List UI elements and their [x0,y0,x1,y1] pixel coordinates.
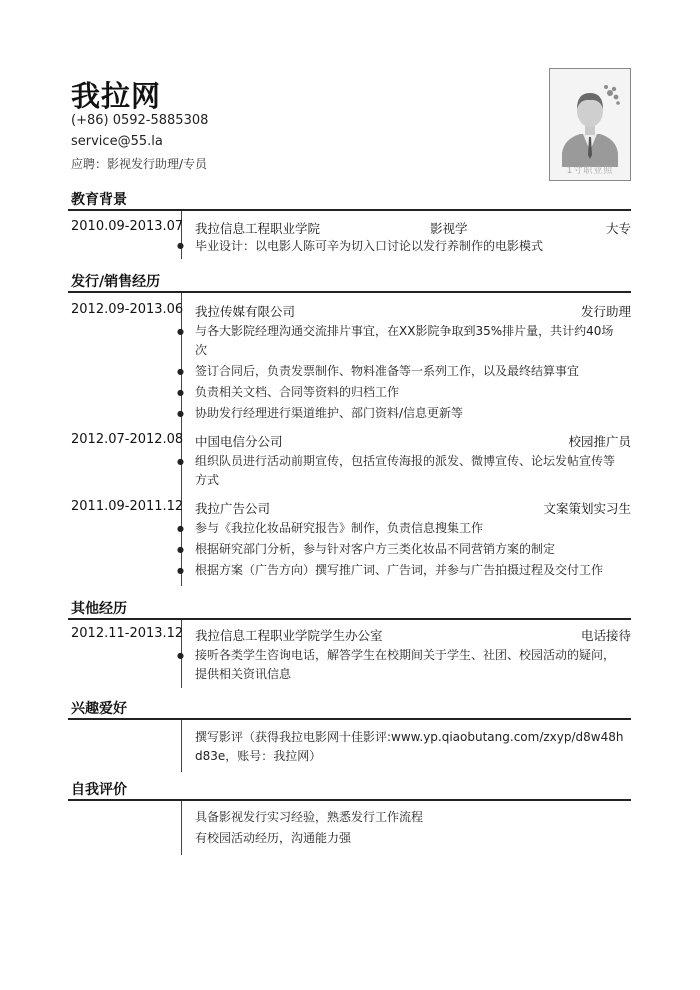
profile-photo [549,68,631,181]
section-divider [68,291,631,293]
phone-number: (+86) 0592-5885308 [71,113,209,128]
bullet-dot-icon: ● [177,457,184,466]
section-title-other: 其他经历 [71,601,127,617]
bullet-dot-icon: ● [177,545,184,554]
bullet-dot-icon: ● [177,327,184,336]
job-item: 组织队员进行活动前期宣传，包括宣传海报的派发、微博宣传、论坛发帖宣传等方式 [195,454,616,487]
job-item: 参与《我拉化妆品研究报告》制作，负责信息搜集工作 [195,521,484,535]
job-item: 根据方案（广告方向）撰写推广词、广告词，并参与广告拍摄过程及交付工作 [195,563,604,577]
job-item: 接听各类学生咨询电话，解答学生在校期间关于学生、社团、校园活动的疑问，提供相关资讯信息 [195,648,616,681]
photo-caption: 1寸职业照 [566,166,614,176]
job-item: 负责相关文档、合同等资料的归档工作 [195,385,400,399]
bullet-dot-icon: ● [177,409,184,418]
job-org: 中国电信分公司 [195,434,283,449]
job-role: 校园推广员 [568,434,631,449]
education-item: 毕业设计：以电影人陈可辛为切入口讨论以发行养制作的电影模式 [195,239,544,253]
job-date: 2012.11-2013.12 [71,626,184,641]
bullet-dot-icon: ● [177,566,184,575]
applied-position: 应聘：影视发行助理/专员 [71,157,208,171]
timeline-line [181,720,182,772]
job-org: 我拉信息工程职业学院学生办公室 [195,628,383,643]
education-date: 2010.09-2013.07 [71,219,184,234]
degree-level: 大专 [605,221,631,236]
candidate-name: 我拉网 [71,79,162,113]
major-name: 影视学 [430,221,468,236]
section-divider [68,618,631,620]
section-title-hobby: 兴趣爱好 [71,701,127,717]
timeline-line [181,801,182,855]
section-divider [68,799,631,801]
self-eval-line: 具备影视发行实习经验，熟悉发行工作流程 [195,810,424,824]
hobby-text: 撰写影评（获得我拉电影网十佳影评:www.yp.qiaobutang.com/zxyp/d8w48hd83e，账号：我拉网） [195,730,624,763]
bullet-dot-icon: ● [177,367,184,376]
section-title-education: 教育背景 [71,192,127,208]
email-address: service@55.la [71,134,163,149]
job-date: 2012.09-2013.06 [71,302,184,317]
section-title-sales: 发行/销售经历 [71,274,161,290]
job-item: 根据研究部门分析，参与针对客户方三类化妆品不同营销方案的制定 [195,542,556,556]
job-date: 2012.07-2012.08 [71,432,184,447]
section-divider [68,718,631,720]
job-role: 发行助理 [580,304,631,319]
bullet-dot-icon: ● [177,651,184,660]
section-divider [68,209,631,211]
job-item: 签订合同后，负责发票制作、物料准备等一系列工作，以及最终结算事宜 [195,364,580,378]
job-role: 电话接待 [580,628,631,643]
bullet-dot-icon: ● [177,388,184,397]
job-org: 我拉广告公司 [195,501,271,516]
bullet-dot-icon: ● [177,241,184,250]
section-title-self: 自我评价 [71,782,127,798]
job-role: 文案策划实习生 [543,501,631,516]
job-item: 与各大影院经理沟通交流排片事宜，在XX影院争取到35%排片量，共计约40场次 [195,324,614,357]
job-org: 我拉传媒有限公司 [195,304,296,319]
job-item: 协助发行经理进行渠道维护、部门资料/信息更新等 [195,406,464,420]
school-name: 我拉信息工程职业学院 [195,221,321,236]
self-eval-line: 有校园活动经历，沟通能力强 [195,831,352,845]
job-date: 2011.09-2011.12 [71,499,184,514]
bullet-dot-icon: ● [177,524,184,533]
person-silhouette-icon [550,69,630,169]
